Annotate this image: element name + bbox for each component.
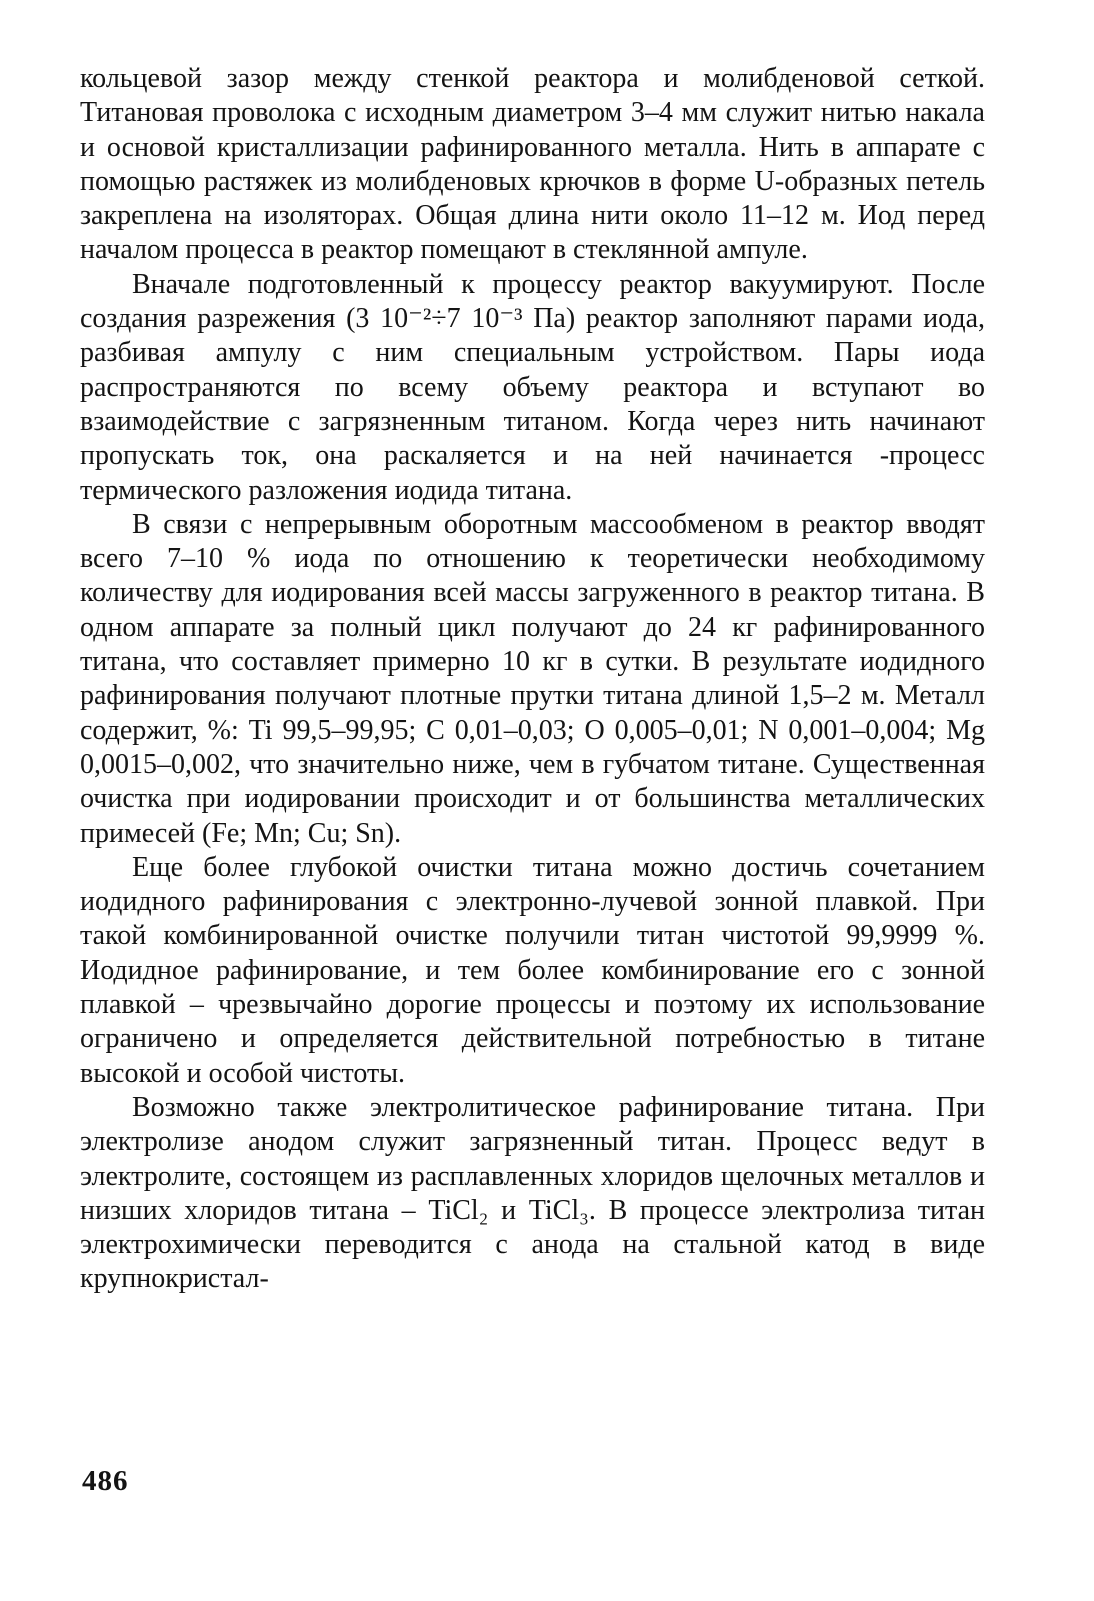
page-number: 486 xyxy=(82,1465,129,1497)
body-text xyxy=(80,62,985,1297)
paragraph: В связи с непрерывным оборотным массообменом в реактор вводят всего 7–10 % иода по отношению к теоретически необходимому количеству для иодирования всей массы загруженного в реактор титана. В одном аппарате за полный цикл получают до 24 кг рафинированного титана, что составляет примерно 10 кг в сутки. В результате иодидного рафинирования получают плотные прутки титана длиной 1,5–2 м. Металл содержит, %: Ti 99,5–99,95; C 0,01–0,03; O 0,005–0,01; N 0,001–0,004; Mg 0,0015–0,002, что значительно ниже, чем в губчатом титане. Существенная очистка при иодировании происходит и от большинства металлических примесей (Fe; Mn; Cu; Sn). xyxy=(80,508,985,849)
paragraph: Возможно также электролитическое рафинирование титана. При электролизе анодом служит загрязненный титан. Процесс ведут в электролите, состоящем из расплавленных хлоридов щелочных металлов и низших хлоридов титана – TiCl₂ и TiCl₃. В процессе электролиза титан электрохимически переводится с анода на стальной катод в виде крупнокристал- xyxy=(80,1091,985,1295)
paragraph: Еще более глубокой очистки титана можно достичь сочетанием иодидного рафинирования с электронно-лучевой зонной плавкой. При такой комбинированной очистке получили титан чистотой 99,9999 %. Иодидное рафинирование, и тем более комбинирование его с зонной плавкой – чрезвычайно дорогие процессы и поэтому их использование ограничено и определяется действительной потребностью в титане высокой и особой чистоты. xyxy=(80,851,985,1089)
paragraph: Вначале подготовленный к процессу реактор вакуумируют. После создания разрежения (3 10⁻²÷7 10⁻³ Па) реактор заполняют парами иода, разбивая ампулу с ним специальным устройством. Пары иода распространяются по всему объему реактора и вступают во взаимодействие с загрязненным титаном. Когда через нить начинают пропускать ток, она раскаляется и на ней начинается -процесс термического разложения иодида титана. xyxy=(80,268,985,506)
paragraph: кольцевой зазор между стенкой реактора и молибденовой сеткой. Титановая проволока с исходным диаметром 3–4 мм служит нитью накала и основой кристаллизации рафинированного металла. Нить в аппарате с помощью растяжек из молибденовых крючков в форме U-образных петель закреплена на изоляторах. Общая длина нити около 11–12 м. Иод перед началом процесса в реактор помещают в стеклянной ампуле. xyxy=(80,63,985,266)
